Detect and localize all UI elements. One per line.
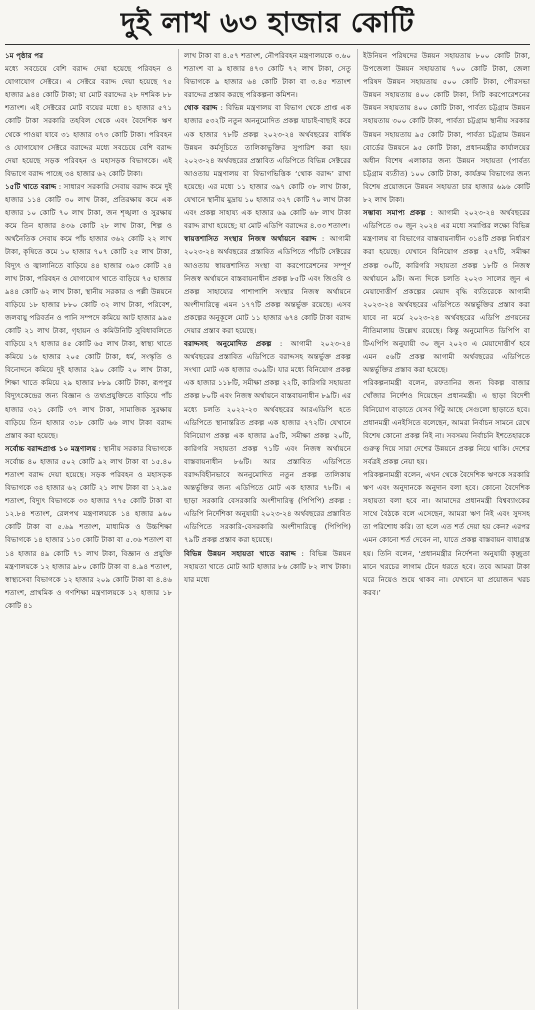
column-3 xyxy=(357,49,530,1009)
paragraph xyxy=(363,468,530,599)
subhead: বিভিন্ন উন্নয়ন সহায়তা খাতে বরাদ্দ xyxy=(184,548,296,558)
paragraph xyxy=(5,442,172,612)
subhead: সম্ভাব্য সমাপ্য প্রকল্প xyxy=(363,208,426,218)
paragraph xyxy=(184,232,351,337)
article-columns xyxy=(5,49,530,1009)
paragraph xyxy=(5,62,172,180)
column-1 xyxy=(5,49,172,1009)
paragraph xyxy=(5,180,172,442)
paragraph-text: পরিকল্পনামন্ত্রী বলেন, এখন থেকে বৈদেশিক ঋণকে সরকারি ঋণ এবং অনুদানকে অনুদান বলা হবে। কোনো বৈদেশিক সহায়তা বলা হবে না। আমাদের প্রধানমন্ত্রী বিশ্বব্যাংকের সাথে বৈঠকে বলে এসেছেন, আমরা ঋণ নিই এবং সুদসহ তা পরিশোধ করি। তা হলে এত শর্ত দেয়া হয় কেন? এরপর এমন কোনো শর্ত দেবেন না, যাতে প্রকল্প বাস্তবায়ন বাধাগ্রস্ত হয়। তিনি বলেন, ‘প্রধানমন্ত্রীর নির্দেশনা অনুযায়ী কৃচ্ছ্রতা মানে খরচের লাগাম টেনে ধরতে হবে। তবে আমরা টাকা ঘরে নিয়েও শুয়ে থাকব না। যেখানে যা প্রয়োজন খরচ করব।’ xyxy=(363,470,530,597)
paragraph-text: : আগামী ২০২৩-২৪ অর্থবছরের প্রস্তাবিত এডিপিতে বরাদ্দসহ অন্তর্ভুক্ত প্রকল্প সংখ্যা মোট এক হাজার ৩০৯টি। যার মধ্যে বিনিয়োগ প্রকল্প এক হাজার ১১৮টি, সমীক্ষা প্রকল্প ২২টি, কারিগরি সহায়তা প্রকল্প ৮০টি এবং নিজস্ব অর্থায়নে বাস্তবায়নাধীন ৮৯টি। এর মধ্যে চলতি ২০২২-২৩ অর্থবছরের আরএডিপি হতে এডিপিতে স্থানান্তরিত প্রকল্প এক হাজার ২৭২টি। যেখানে বিনিয়োগ প্রকল্প এক হাজার ৯৫টি, সমীক্ষা প্রকল্প ২০টি, কারিগরি সহায়তা প্রকল্প ৭১টি এবং নিজস্ব অর্থায়নে বাস্তবায়নাধীন ৮৬টি। আর প্রস্তাবিত এডিপিতে বরাদ্দবিহীনভাবে অননুমোদিত নতুন প্রকল্প তালিকায় অন্তর্ভুক্তির জন্য এডিপিতে মোট এক হাজার ৭৮টি। এ ছাড়া সরকারি বেসরকারি অংশীদারিত্ব (পিপিপি) প্রকল্প : এডিপি নির্দেশিকা অনুযায়ী ২০২৩-২৪ অর্থবছরের প্রস্তাবিত এডিপিতে সরকারি-বেসরকারি অংশীদারিত্বে (পিপিপি) ৭৯টি প্রকল্প প্রস্তাব করা হয়েছে। xyxy=(184,339,351,545)
paragraph-text: মধ্যে সবচেয়ে বেশি বরাদ্দ দেয়া হয়েছে পরিবহন ও যোগাযোগ সেক্টরে। এ সেক্টরে বরাদ্দ দেয়া হয়েছে ৭৫ হাজার ৯৪৪ কোটি টাকা; যা মোট বরাদ্দের ২৮ দশমিক ৮৮ শতাংশ। এই সেক্টরের মোট ব্যয়ের মধ্যে ৪১ হাজার ৫৭১ কোটি টাকা সরকারি তহবিল থেকে এবং বৈদেশিক ঋণ থেকে পাওয়া যাবে ৩১ হাজার ৩৭৩ কোটি টাকা। পরিবহন ও যোগাযোগ সেক্টরে বরাদ্দের মধ্যে সবচেয়ে বেশি বরাদ্দ দেয়া হয়েছে সড়ক পরিবহন ও মহাসড়ক বিভাগকে। এই বিভাগে বরাদ্দ পাচ্ছে ৩৪ হাজার ৬২ কোটি টাকা। xyxy=(5,64,172,178)
paragraph xyxy=(184,49,351,101)
paragraph xyxy=(184,101,351,232)
subhead: স্বায়ত্তশাসিত সংস্থার নিজস্ব অর্থায়নে বরাদ্দ xyxy=(184,234,317,244)
paragraph xyxy=(184,547,351,586)
paragraph-text: : আগামী ২০২৩-২৪ অর্থবছরের এডিপিতে ৩০ জুন ২০২৪ এর মধ্যে সমাপ্তির লক্ষ্যে বিভিন্ন মন্ত্রণালয় বা বিভাগের বাস্তবায়নাধীন ৩১৪টি প্রকল্প নির্ধারণ করা হয়েছে। যেখানে বিনিয়োগ প্রকল্প ২৫৭টি, সমীক্ষা প্রকল্প ৩০টি, কারিগরি সহায়তা প্রকল্প ১৮টি ও নিজস্ব অর্থায়নে ৯টি। অন্য দিকে চলতি ২০২৩ সালের জুন এ মেয়াদোত্তীর্ণ প্রকল্পের মেয়াদ বৃদ্ধি ব্যতিরেকে আগামী ২০২৩-২৪ অর্থবছরের এডিপিতে অন্তর্ভুক্তির প্রস্তাব করা যাবে না মর্মে ২০২৩-২৪ অর্থবছরের এডিপি প্রণয়নের নীতিমালায় উল্লেখ রয়েছে। কিন্তু অনুমোদিত ডিপিপি বা টিএপিপি অনুযায়ী ৩০ জুন ২০২৩ এ মেয়াদোত্তীর্ণ হবে এমন ৫৬টি প্রকল্প আগামী অর্থবছরের এডিপিতে অন্তর্ভুক্তির প্রস্তাব করা হয়েছে। xyxy=(363,208,530,375)
subhead: সর্বোচ্চ বরাদ্দপ্রাপ্ত ১০ মন্ত্রণালয় xyxy=(5,443,96,453)
paragraph-text: : সাধারণ সরকারি সেবায় বরাদ্দ কমে দুই হাজার ১১৪ কোটি ৩০ লাখ টাকা, প্রতিরক্ষায় কমে এক হাজার ১০ কোটি ৭০ লাখ টাকা, জন শৃঙ্খলা ও সুরক্ষায় কমে তিন হাজার ৪৩৬ কোটি ২৮ লাখ টাকা, শিল্প ও অর্থনৈতিক সেবায় কমে পাঁচ হাজার ৩৬২ কোটি ২২ লাখ টাকা, কৃষিতে কমে ১০ হাজার ৭০৭ কোটি ২৫ লাখ টাকা, বিদ্যুৎ ও জ্বালানিতে বাড়িয়ে ৪৪ হাজার ৩৯৩ কোটি ২৪ লাখ টাকা, পরিবহন ও যোগাযোগ খাতে বাড়িয়ে ৭৫ হাজার ৯৪৪ কোটি ৬২ লাখ টাকা, স্থানীয় সরকার ও পল্লী উন্নয়নে বাড়িয়ে ১৮ হাজার ৮৮০ কোটি ৩২ লাখ টাকা, পরিবেশ, জলবায়ু পরিবর্তন ও পানি সম্পদে কমিয়ে আট হাজার ৯৯৫ কোটি ২১ লাখ টাকা, গৃহায়ন ও কমিউনিটি সুবিধাবলিতে বাড়িয়ে ২৭ হাজার ৪৫ কোটি ৬৫ লাখ টাকা, স্বাস্থ্য খাতে কমিয়ে ১৬ হাজার ২০৫ কোটি টাকা, ধর্ম, সংস্কৃতি ও বিনোদনে কমিয়ে দুই হাজার ২৯০ কোটি ২০ লাখ টাকা, শিক্ষা খাতে কমিয়ে ২৯ হাজার ৮৮৯ কোটি টাকা, রূপপুর বিদ্যুৎকেন্দ্রের জন্য বিজ্ঞান ও তথ্যপ্রযুক্তিতে বাড়িয়ে পাঁচ হাজার ৩২১ কোটি ৩৭ লাখ টাকা, সামাজিক সুরক্ষায় বাড়িয়ে তিন হাজার ৩১৮ কোটি ৬৬ লাখ টাকা বরাদ্দ প্রস্তাব করা হয়েছে। xyxy=(5,181,172,440)
headline: দুই লাখ ৬৩ হাজার কোটি xyxy=(120,6,415,39)
subhead: থোক বরাদ্দ xyxy=(184,103,218,113)
paragraph-text: ইউনিয়ন পরিষদের উন্নয়ন সহায়তায় ৮০০ কোটি টাকা, উপজেলা উন্নয়ন সহায়তায় ৭০০ কোটি টাকা, জেলা পরিষদ উন্নয়ন সহায়তায় ৫০০ কোটি টাকা, পৌরসভা উন্নয়ন সহায়তায় ৪০০ কোটি টাকা, সিটি করপোরেশনের উন্নয়ন সহায়তায় ৪০০ কোটি টাকা, পার্বত্য চট্টগ্রাম উন্নয়ন সহায়তায় ৩০০ কোটি টাকা, পার্বত্য চট্টগ্রাম স্থানীয় সরকার উন্নয়ন সহায়তায় ৯৫ কোটি টাকা, পার্বত্য চট্টগ্রাম উন্নয়ন বোর্ডের উন্নয়নে ৯৫ কোটি টাকা, প্রধানমন্ত্রীর কার্যালয়ের অধীন বিশেষ এলাকার জন্য উন্নয়ন সহায়তা (পার্বত্য চট্টগ্রাম ব্যতীত) ১০০ কোটি টাকা, কার্যক্রম বিভাগের জন্য বিশেষ প্রয়োজনে উন্নয়ন সহায়তা চার হাজার ৬৯৬ কোটি ৮২ লাখ টাকা। xyxy=(363,51,530,205)
paragraph-text: : বিভিন্ন উন্নয়ন সহায়তা খাতে মোট আট হাজার ৮৬ কোটি ৮২ লাখ টাকা। যার মধ্যে xyxy=(184,548,351,584)
paragraph-text: : বিভিন্ন মন্ত্রণালয় বা বিভাগ থেকে প্রাপ্ত এক হাজার ৫৩২টি নতুন অননুমোদিত প্রকল্প যাচাই-বাছাই করে এক হাজার ৭৮টি প্রকল্প ২০২৩-২৪ অর্থবছরের বার্ষিক উন্নয়ন কর্মসূচিতে তালিকাভুক্তির সুপারিশ করা হয়। ২০২৩-২৪ অর্থবছরের প্রস্তাবিত এডিপিতে বিভিন্ন সেক্টরের আওতায় মন্ত্রণালয় বা বিভাগভিত্তিক ‘থোক বরাদ্দ’ রাখা হয়েছে। এর মধ্যে ১১ হাজার ৩৯৭ কোটি ৩৮ লাখ টাকা, যেখানে স্থানীয় মুদ্রায় ১০ হাজার ৩২৭ কোটি ৭০ লাখ টাকা এবং প্রকল্প সাহায্য এক হাজার ৬৯ কোটি ৬৮ লাখ টাকা বরাদ্দ রাখা হয়েছে; যা মোট এডিপি বরাদ্দের ৪.৩৩ শতাংশ। xyxy=(184,103,351,231)
paragraph-text: : স্থানীয় সরকার বিভাগকে সর্বোচ্চ ৪০ হাজার ৫০২ কোটি ৯২ লাখ টাকা বা ১৫.৪০ শতাংশ বরাদ্দ দেয়া হয়েছে। সড়ক পরিবহন ও মহাসড়ক বিভাগকে ৩৪ হাজার ৬২ কোটি ২১ লাখ টাকা বা ১২.৯৫ শতাংশ, বিদ্যুৎ বিভাগকে ৩৩ হাজার ৭৭৫ কোটি টাকা বা ১২.৮৪ শতাংশ, রেলপথ মন্ত্রণালয়কে ১৪ হাজার ৯৬০ কোটি টাকা বা ৫.৬৯ শতাংশ, মাধ্যমিক ও উচ্চশিক্ষা বিভাগকে ১৪ হাজার ১১৩ কোটি টাকা বা ৫.৩৬ শতাংশ বা ১৪ হাজার ৪৯ কোটি ৭১ লাখ টাকা, বিজ্ঞান ও প্রযুক্তি মন্ত্রণালয়কে ১২ হাজার ৯৮০ কোটি টাকা বা ৪.৯৪ শতাংশ, স্বাস্থ্যসেবা বিভাগকে ১২ হাজার ২০৯ কোটি টাকা বা ৪.৪৬ শতাংশ, প্রাথমিক ও গণশিক্ষা মন্ত্রণালয়কে ১২ হাজার ১৮ কোটি ৪১ xyxy=(5,443,172,610)
headline-rule xyxy=(5,44,530,45)
paragraph xyxy=(5,49,172,62)
subhead: ১ম পৃষ্ঠার পর xyxy=(5,51,44,60)
paragraph-text: পরিকল্পনামন্ত্রী বলেন, রফতানির জন্য বিকল্প বাজার খোঁজার নির্দেশও দিয়েছেন প্রধানমন্ত্রী। এ ছাড়া বিদেশী বিনিয়োগ বাড়াতে যেসব গিঁটু আছে সেগুলো ছাড়াতে হবে। প্রধানমন্ত্রী এনইসিতে বলেছেন, আমরা নির্বাচন সামনে রেখে বিশেষ কোনো প্রকল্প নিই না। সবসময় নির্বাচনি ইশতেহারকে গুরুত্ব দিয়ে সারা দেশের উন্নয়নে প্রকল্প নিয়ে থাকি। দেশের সর্বত্রই প্রকল্প নেয়া হয়। xyxy=(363,378,530,466)
paragraph-text: : আগামী ২০২৩-২৪ অর্থবছরের প্রস্তাবিত এডিপিতে পাঁচটি সেক্টরের আওতায় স্বায়ত্তশাসিত সংস্থা বা করপোরেশনের সম্পূর্ণ নিজস্ব অর্থায়নে বাস্তবায়নাধীন প্রকল্প ৮৫টি এবং জিওবি ও প্রকল্প সাহায্যের পাশাপাশি সংস্থার নিজস্ব অর্থায়নে অংশীদারিত্বে এমন ১৭৭টি প্রকল্প অন্তর্ভুক্ত রয়েছে। এসব প্রকল্পের অনুকূলে মোট ১১ হাজার ৬৭৪ কোটি টাকা বরাদ্দ দেয়ার প্রস্তাব করা হয়েছে। xyxy=(184,234,351,335)
paragraph xyxy=(184,337,351,547)
column-2 xyxy=(178,49,351,1009)
subhead: বরাদ্দসহ অনুমোদিত প্রকল্প xyxy=(184,339,272,349)
paragraph xyxy=(363,49,530,206)
paragraph xyxy=(363,206,530,376)
subhead: ১৫টি খাতে বরাদ্দ xyxy=(5,181,57,191)
paragraph-text: লাখ টাকা বা ৪.৫৭ শতাংশ, নৌপরিবহন মন্ত্রণালয়কে ৩.৬০ শতাংশ বা ৯ হাজার ৪৭৩ কোটি ৭২ লাখ টাকা, সেতু বিভাগকে ৯ হাজার ৬৪ কোটি টাকা বা ৩.৪৫ শতাংশ বরাদ্দের প্রস্তাব করছে পরিকল্পনা কমিশন। xyxy=(184,51,351,100)
paragraph xyxy=(363,376,530,468)
